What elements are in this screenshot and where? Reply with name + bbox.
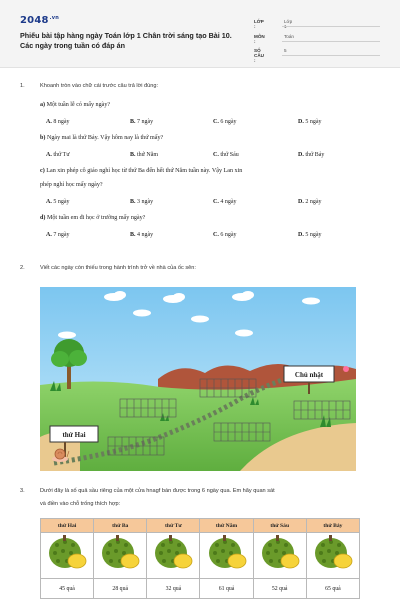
option-1d-d[interactable]: D. 5 ngày — [298, 232, 322, 238]
table-row — [41, 519, 360, 533]
svg-text:thứ Hai: thứ Hai — [62, 431, 86, 439]
day-header: thứ Tư — [147, 519, 200, 533]
fruit-count: 52 quả — [253, 579, 306, 599]
worksheet-header: $2048^{.vn}$ Phiếu bài tập hàng ngày Toán lớp 1 Chân trời sáng tạo Bài 10. Các ngày trong tuần có đáp án LỚP : Lớp 1 MÔN : Toán SỐ CÂU : 5 — [0, 0, 400, 68]
question-1a-stem: a) Một tuần lễ có mấy ngày? — [40, 102, 111, 108]
question-1d-stem: d) Một tuần em đi học ở trường mấy ngày? — [40, 215, 146, 221]
day-header: thứ Hai — [41, 519, 94, 533]
option-1a-d[interactable]: D. 5 ngày — [298, 119, 322, 125]
durian-icon — [306, 533, 359, 579]
option-1c-c[interactable]: C. 4 ngày — [213, 199, 237, 205]
option-1b-b[interactable]: B. thứ Năm — [130, 152, 159, 158]
option-1d-c[interactable]: C. 6 ngày — [213, 232, 237, 238]
durian-icon — [200, 533, 253, 579]
question-1c-stem: c) Lan xin phép cô giáo nghỉ học từ thứ Ba đến hết thứ Năm tuần này. Vậy Lan xin — [40, 168, 243, 174]
day-header: thứ Năm — [200, 519, 253, 533]
option-1a-a[interactable]: A. 8 ngày — [46, 119, 70, 125]
option-1b-c[interactable]: C. thứ Sáu — [213, 152, 239, 158]
fruit-count: 28 quả — [94, 579, 147, 599]
question-1b-stem: b) Ngày mai là thứ Bảy. Vậy hôm nay là thứ mấy? — [40, 135, 164, 141]
option-1c-d[interactable]: D. 2 ngày — [298, 199, 322, 205]
option-1c-a[interactable]: A. 5 ngày — [46, 199, 70, 205]
durian-icon — [147, 533, 200, 579]
option-1b-a[interactable]: A. thứ Tư — [46, 152, 70, 158]
day-header: thứ Ba — [94, 519, 147, 533]
question-1c-stem-cont: phép nghỉ học mấy ngày? — [40, 182, 103, 188]
durian-icon — [94, 533, 147, 579]
option-1a-c[interactable]: C. 6 ngày — [213, 119, 237, 125]
option-1b-d[interactable]: D. thứ Bảy — [298, 152, 325, 158]
snail-journey-illustration — [40, 287, 356, 471]
option-1d-b[interactable]: B. 4 ngày — [130, 232, 154, 238]
durian-icon — [41, 533, 94, 579]
option-1c-b[interactable]: B. 3 ngày — [130, 199, 154, 205]
fruit-count: 65 quả — [306, 579, 359, 599]
option-1d-a[interactable]: A. 7 ngày — [46, 232, 70, 238]
site-logo[interactable]: $2048^{.vn}$ — [20, 15, 59, 26]
svg-text:Chủ nhật: Chủ nhật — [294, 371, 324, 379]
document-title: Phiếu bài tập hàng ngày Toán lớp 1 Chân trời sáng tạo Bài 10. Các ngày trong tuần có đáp án — [20, 31, 232, 50]
table-row — [41, 533, 360, 579]
table-row — [41, 579, 360, 599]
day-header: thứ Sáu — [253, 519, 306, 533]
worksheet-page: $2048^{.vn}$ Phiếu bài tập hàng ngày Toán lớp 1 Chân trời sáng tạo Bài 10. Các ngày trong tuần có đáp án LỚP : Lớp 1 MÔN : Toán SỐ CÂU : 5 1. Khoanh tròn vào chữ cái trước câu trả lời đúng: a) Một tuần lễ có mấy ngày? A. 8 ngày B. 7 ngày C. 6 ngày D. 5 ngày b) Ngày mai là thứ Bảy. Vậy hôm nay là thứ mấy? A. thứ Tư B. thứ Năm C. thứ Sáu D. thứ Bảy c) Lan xin phép cô giáo nghỉ học từ thứ Ba đến hết thứ Năm tuần này. Vậy Lan xin phép nghỉ học mấy ngày? A. 5 ngày B. 3 ngày C. 4 ngày D. 2 ngày d) Một tuần em đi học ở trường mấy ngày? A. 7 ngày B. 4 ngày C. 6 ngày D. 5 ngày 2. Viết các ngày còn thiếu trong hành trình trở về nhà của ốc sên: thứ Hai Chủ nhật 3. Dưới đây là số quả sầu riêng của một cửa hnagf bán được trong 6 ngày qua. Em hãy quan sát và điền vào chỗ trống thích hợp: thứ Hai thứ Ba thứ Tư thứ Năm thứ Sáu thứ Bảy 45 quả 28 quả 32 quả 61 quả 52 quả 65 quả — [0, 0, 400, 600]
fruit-count: 45 quả — [41, 579, 94, 599]
fruit-count: 61 quả — [200, 579, 253, 599]
durian-icon — [253, 533, 306, 579]
day-header: thứ Bảy — [306, 519, 359, 533]
option-1a-b[interactable]: B. 7 ngày — [130, 119, 154, 125]
fruit-count: 32 quả — [147, 579, 200, 599]
durian-sales-table — [40, 518, 360, 599]
